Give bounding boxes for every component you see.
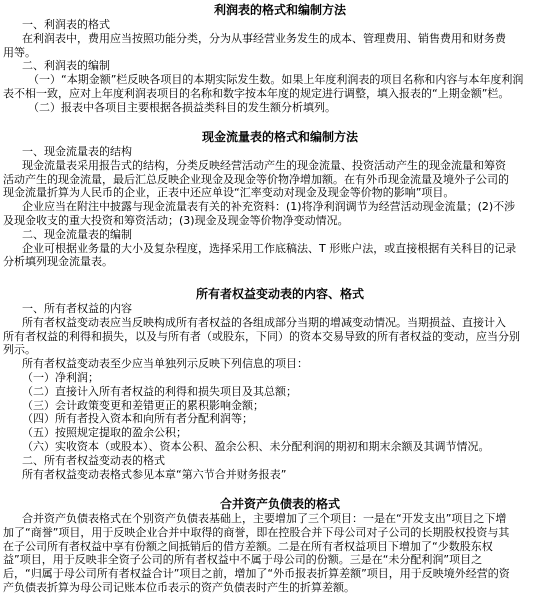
section-title: 所有者权益变动表的内容、格式 xyxy=(195,287,364,301)
paragraph-line: 企业可根据业务量的大小及复杂程度，选择采用工作底稿法、T 形账户法，或直接根据有关科目的记录 xyxy=(22,241,517,255)
list-item: （一）净利润； xyxy=(22,370,99,384)
section-title: 利润表的格式和编制方法 xyxy=(213,3,346,17)
paragraph-line: 用等。 xyxy=(3,45,36,59)
paragraph-line: 及现金收支的重大投资和筹资活动；(3)现金及现金等价物净变动情况。 xyxy=(3,213,349,227)
paragraph-line: 加了“商誉”项目，用于反映企业合并中取得的商誉，即在控股合并下母公司对子公司的长期股权投资与其 xyxy=(3,525,510,539)
paragraph-line: 所有者权益变动表应当反映构成所有者权益的各组成部分当期的增减变动情况。当期损益、直接计入 xyxy=(22,315,506,329)
paragraph-line: 后，“归属于母公司所有者权益合计”项目之前，增加了“外币报表折算差额”项目，用于反映境外经营的资 xyxy=(3,567,510,581)
paragraph-line: 表不相一致，应对上年度利润表项目的名称和数字按本年度的规定进行调整，填入报表的“上期金额”栏。 xyxy=(3,86,510,100)
list-item: （二）直接计入所有者权益的利得和损失项目及其总额； xyxy=(22,384,297,398)
paragraph-line: 所有者权益变动表格式参见本章“第六节合并财务报表” xyxy=(22,467,287,481)
paragraph-line: 合并资产负债表格式在个别资产负债表基础上，主要增加了三个项目：一是在“开发支出”项目之下增 xyxy=(22,512,507,525)
list-item: （五）按照规定提取的盈余公积； xyxy=(22,426,187,440)
subheading: 二、所有者权益变动表的格式 xyxy=(22,453,165,467)
section-title: 现金流量表的格式和编制方法 xyxy=(201,130,358,144)
paragraph-line: 所有者权益变动表至少应当单独列示反映下列信息的项目： xyxy=(22,357,308,371)
paragraph-line: （二）报表中各项目主要根据各损益类科目的发生额分析填列。 xyxy=(28,100,336,114)
list-item: （六）实收资本（或股本）、资本公积、盈余公积、未分配利润的期初和期末余额及其调节情况。 xyxy=(22,439,490,453)
list-item: （三）会计政策变更和差错更正的累积影响金额； xyxy=(22,398,264,412)
paragraph-line: 分析填列现金流量表。 xyxy=(3,255,113,269)
subheading: 二、现金流量表的编制 xyxy=(22,227,132,241)
subheading: 二、利润表的编制 xyxy=(22,59,110,73)
paragraph-line: 益”项目，用于反映非全资子公司的所有者权益中不属于母公司的份额。三是在“未分配利润”项目之 xyxy=(3,553,483,567)
subheading: 一、现金流量表的结构 xyxy=(22,145,132,158)
paragraph-line: 在利润表中，费用应当按照功能分类，分为从事经营业务发生的成本、管理费用、销售费用和财务费 xyxy=(22,31,506,45)
paragraph-line: 列示。 xyxy=(3,343,36,357)
list-item: （四）所有者投入资本和向所有者分配利润等； xyxy=(22,412,253,426)
paragraph-line: 现金流量折算为人民币的企业，正表中还应单设“汇率变动对现金及现金等价物的影响”项目。 xyxy=(3,186,455,200)
section-cash-flow-statement xyxy=(0,129,560,269)
section-title: 合并资产负债表的格式 xyxy=(219,497,340,511)
paragraph-line: 活动产生的现金流量，最后汇总反映企业现金及现金等价物净增加额。在有外币现金流量及境外子公司的 xyxy=(3,172,509,186)
paragraph-line: 现金流量表采用报告式的结构，分类反映经营活动产生的现金流量、投资活动产生的现金流量和筹资 xyxy=(22,158,506,172)
paragraph-line: 所有者权益的利得和损失，以及与所有者（或股东，下同）的资本交易导致的所有者权益的变动，应当分别 xyxy=(3,329,520,343)
section-owners-equity-statement xyxy=(0,286,560,481)
subheading: 一、利润表的格式 xyxy=(22,18,110,31)
paragraph-line: 在子公司所有者权益中享有份额之间抵销后的借方差额。二是在所有者权益项目下增加了“少数股东权 xyxy=(3,539,493,553)
paragraph-line: 企业应当在附注中披露与现金流量表有关的补充资料：(1)将净利润调节为经营活动现金流量；(2)不涉 xyxy=(22,200,516,214)
subheading: 一、所有者权益的内容 xyxy=(22,302,132,315)
section-consolidated-balance-sheet xyxy=(0,496,560,595)
paragraph-line: （一）“本期金额”栏反映各项目的本期实际发生数。如果上年度利润表的项目名称和内容与本年度利润 xyxy=(28,73,524,87)
section-income-statement xyxy=(0,2,560,115)
paragraph-line: 产负债表折算为母公司记账本位币表示的资产负债表时产生的折算差额。 xyxy=(3,580,355,594)
